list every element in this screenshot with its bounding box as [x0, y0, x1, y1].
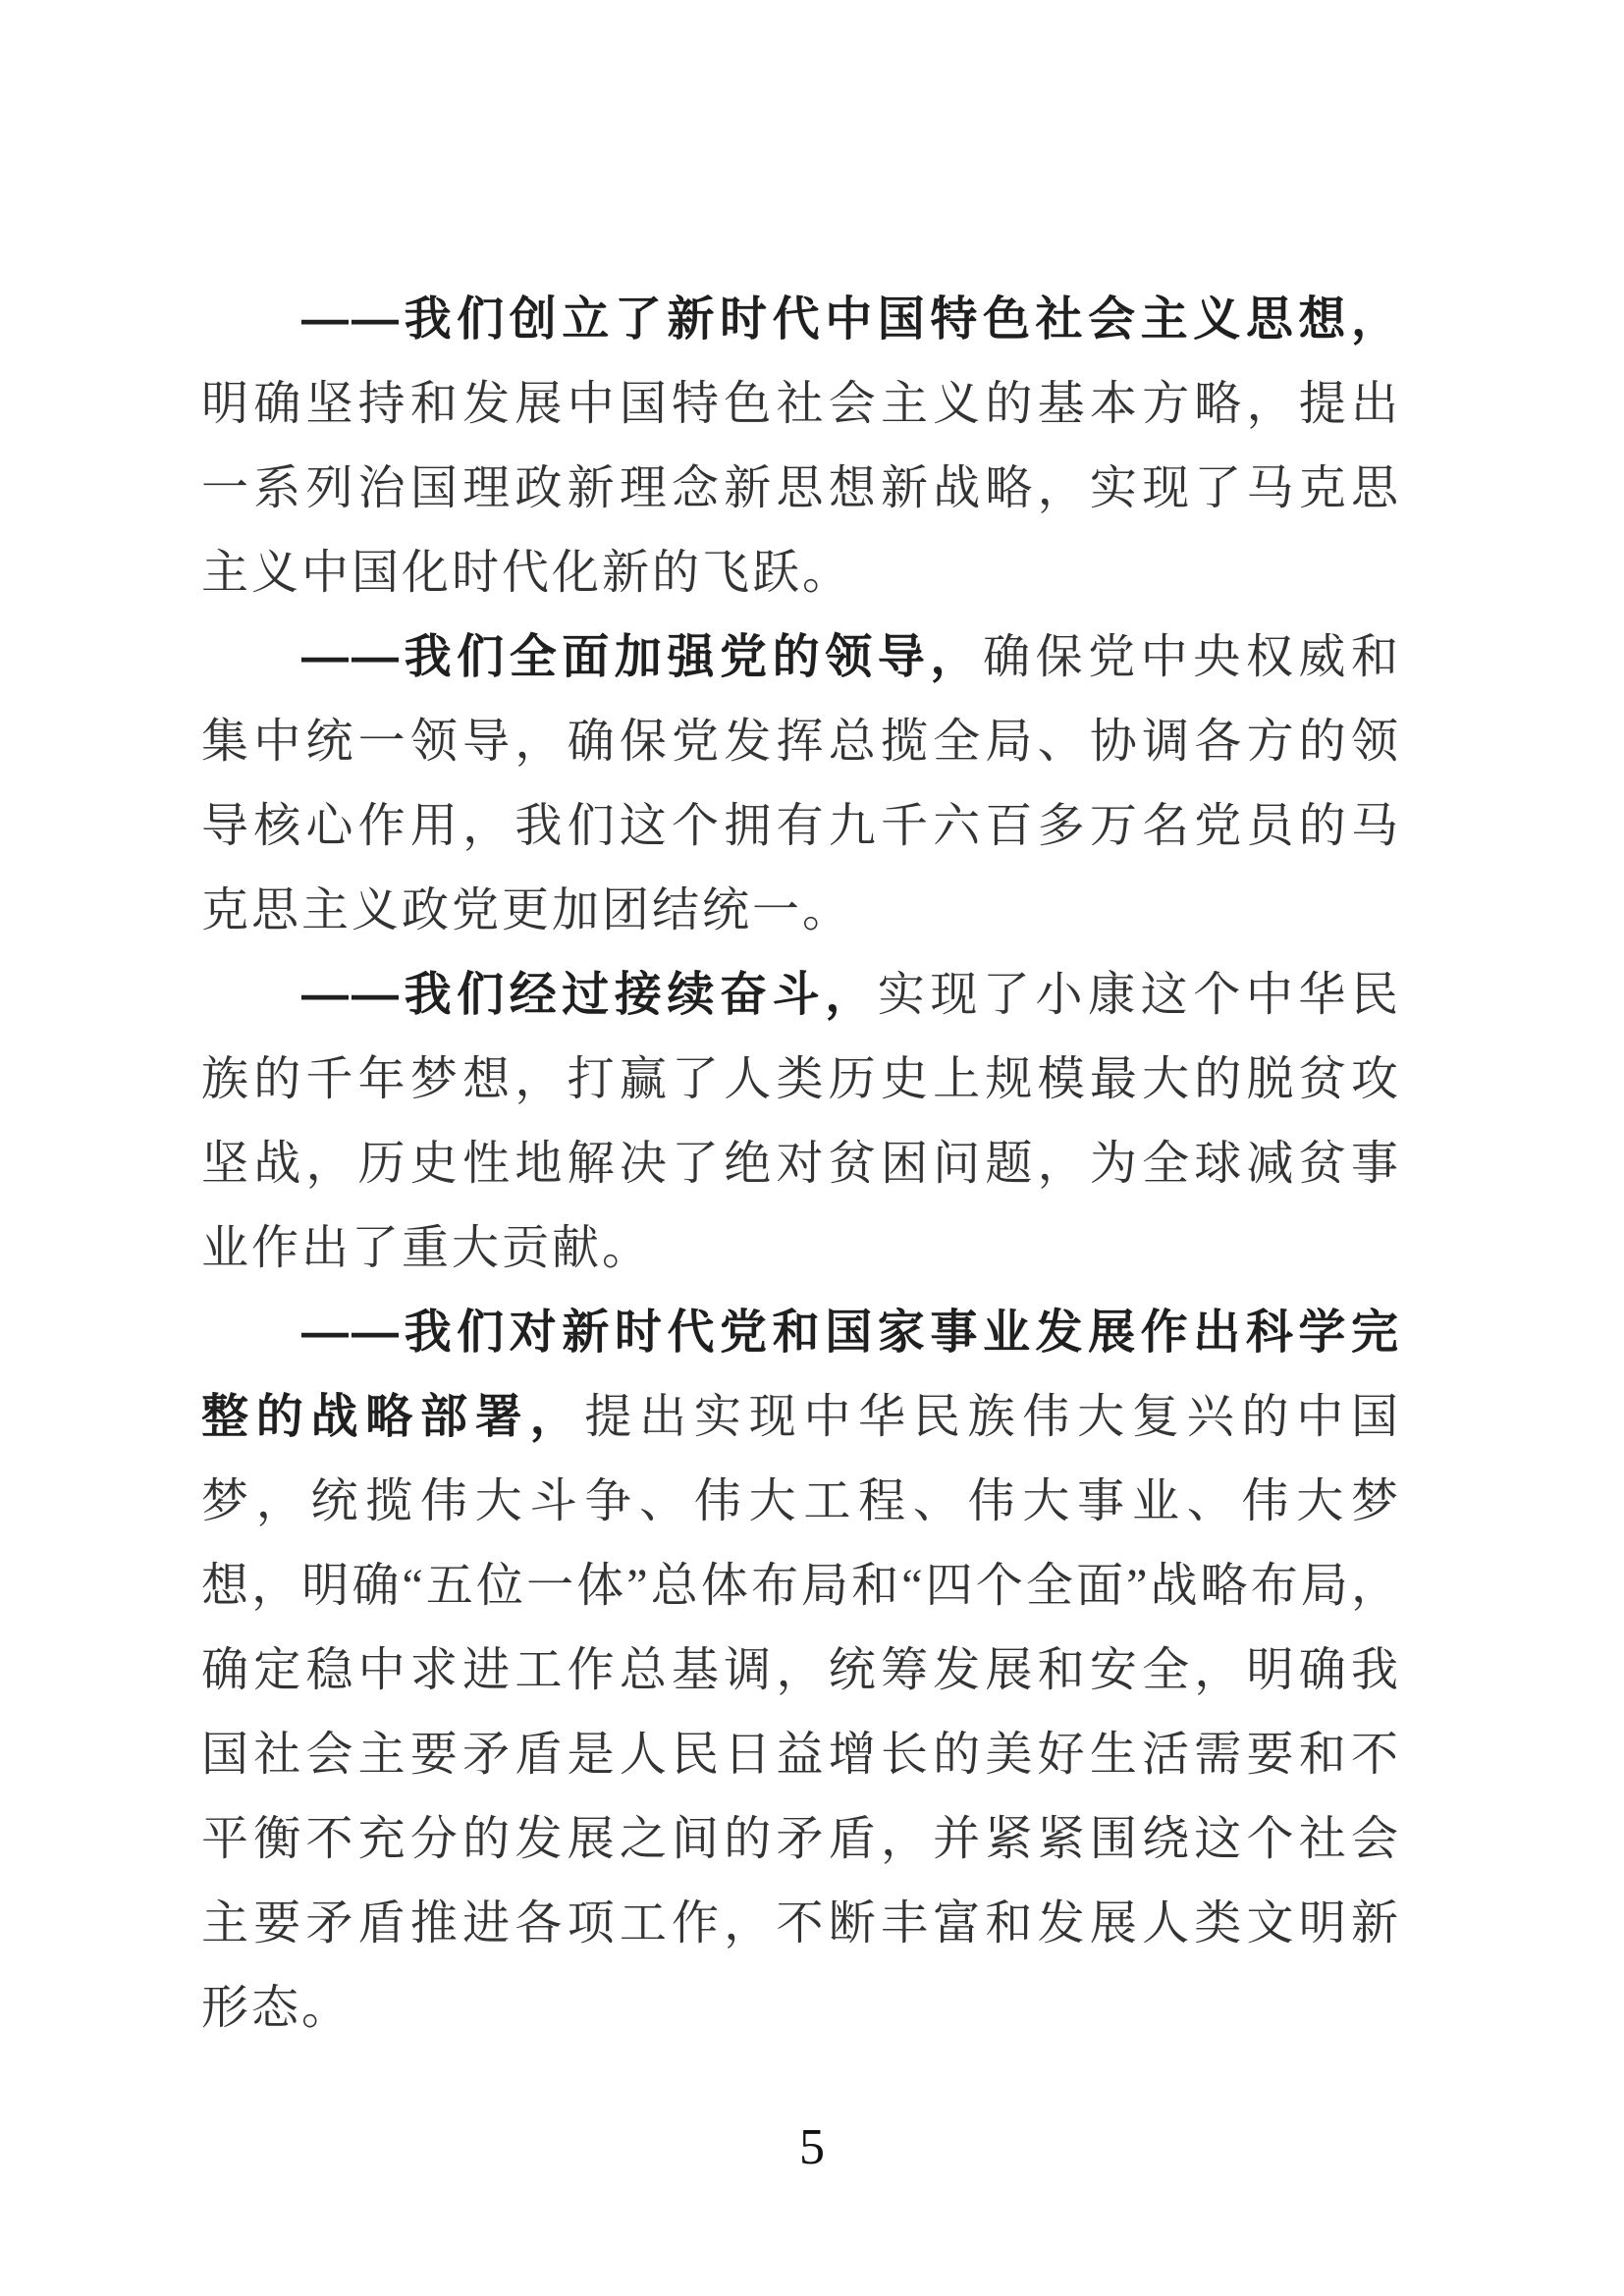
- paragraph-body: 提出实现中华民族伟大复兴的中国梦，统揽伟大斗争、伟大工程、伟大事业、伟大梦想，明确“五位一体”总体布局和“四个全面”战略布局，确定稳中求进工作总基调，统筹发展和安全，明确我国社会主要矛盾是人民日益增长的美好生活需要和不平衡不充分的发展之间的矛盾，并紧紧围绕这个社会主要矛盾推进各项工作，不断丰富和发展人类文明新形态。: [201, 1391, 1401, 2034]
- paragraph: [201, 1291, 1401, 2051]
- paragraph: [201, 615, 1401, 953]
- paragraph-body: 明确坚持和发展中国特色社会主义的基本方略，提出一系列治国理政新理念新思想新战略，实现了马克思主义中国化时代化新的飞跃。: [201, 378, 1401, 599]
- paragraph-body: 实现了小康这个中华民族的千年梦想，打赢了人类历史上规模最大的脱贫攻坚战，历史性地解决了绝对贫困问题，为全球减贫事业作出了重大贡献。: [201, 969, 1401, 1274]
- paragraph: [201, 278, 1401, 615]
- page-number: 5: [799, 2119, 825, 2175]
- paragraph-lead-bold: ——我们全面加强党的领导，: [301, 631, 983, 683]
- paragraph-lead-bold: ——我们创立了新时代中国特色社会主义思想，: [301, 294, 1401, 346]
- paragraph-lead-bold: ——我们经过接续奋斗，: [301, 969, 878, 1021]
- paragraph: [201, 953, 1401, 1291]
- paragraph-body: 确保党中央权威和集中统一领导，确保党发挥总揽全局、协调各方的领导核心作用，我们这个拥有九千六百多万名党员的马克思主义政党更加团结统一。: [201, 631, 1401, 936]
- paragraph-lead-bold: ——我们对新时代党和国家事业发展作出科学完整的战略部署，: [201, 1307, 1401, 1443]
- text-block: [201, 278, 1401, 2051]
